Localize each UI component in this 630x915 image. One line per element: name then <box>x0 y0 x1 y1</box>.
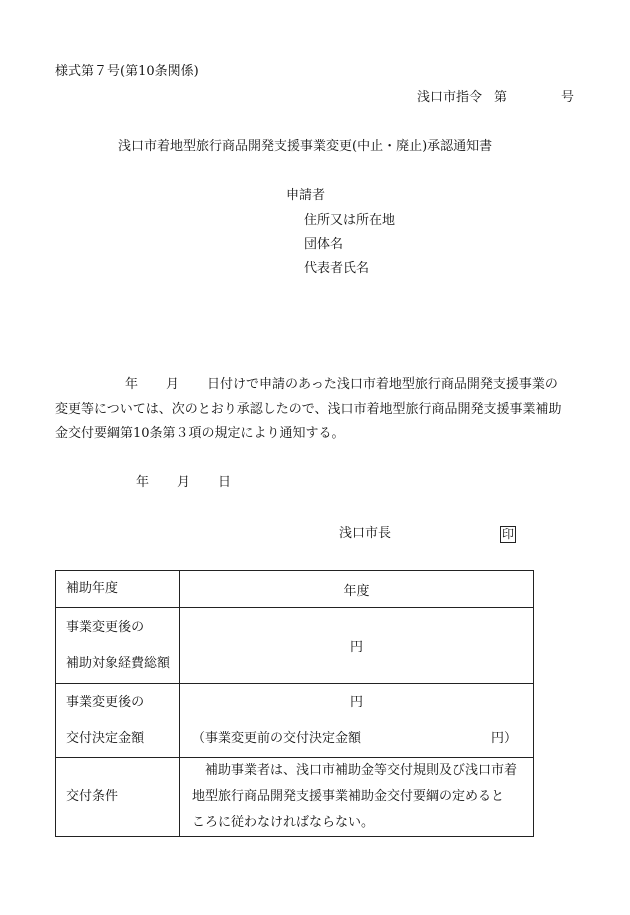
grant-conditions-label <box>56 758 180 837</box>
seal-mark: 印 <box>501 527 514 541</box>
grant-conditions-text <box>180 758 534 837</box>
approval-table <box>55 570 534 837</box>
total-cost-label <box>56 608 180 684</box>
applicant-rep-label: 代表者氏名 <box>304 261 370 276</box>
document-title: 浅口市着地型旅行商品開発支援事業変更(中止・廃止)承認通知書 <box>118 139 493 154</box>
fiscal-year-value: 年度 <box>180 571 534 608</box>
total-cost-label-line2: 補助対象経費総額 <box>66 655 171 671</box>
table-row <box>56 758 534 837</box>
directive-go: 号 <box>561 90 575 105</box>
applicant-org-label: 団体名 <box>304 237 344 252</box>
body-line-2: 変更等については、次のとおり承認したので、浅口市着地型旅行商品開発支援事業補助 <box>55 402 562 417</box>
directive-number <box>417 90 574 106</box>
notice-date-day: 日 <box>218 475 232 490</box>
form-number: 様式第７号(第10条関係) <box>55 64 199 79</box>
signatory-title: 浅口市長 <box>339 526 392 541</box>
condition-line: 補助事業者は、浅口市補助金等交付規則及び浅口市着 <box>205 763 518 778</box>
previous-grant-amount: （事業変更前の交付決定金額 円） <box>192 730 517 746</box>
directive-dai: 第 <box>494 90 508 105</box>
body-line-3: 金交付要綱第10条第３項の規定により通知する。 <box>55 426 345 441</box>
grant-amount-label-line2: 交付決定金額 <box>66 730 145 746</box>
table-row <box>56 608 534 684</box>
grant-amount-value <box>180 684 534 758</box>
body-line-1: 日付けで申請のあった浅口市着地型旅行商品開発支援事業の <box>207 377 558 392</box>
grant-amount-label <box>56 684 180 758</box>
applicant-heading: 申請者 <box>286 188 326 203</box>
notice-date-year: 年 <box>136 475 150 490</box>
grant-amount-label-line1: 事業変更後の <box>66 694 145 710</box>
total-cost-value: 円 <box>180 608 534 684</box>
applicant-address-label: 住所又は所在地 <box>304 213 396 228</box>
table-row <box>56 684 534 758</box>
fiscal-year-label-text: 補助年度 <box>66 581 119 596</box>
notice-date-month: 月 <box>177 475 191 490</box>
directive-prefix: 浅口市指令 <box>417 90 483 105</box>
total-cost-label-line1: 事業変更後の <box>66 619 145 635</box>
body-date-year: 年 <box>125 377 139 392</box>
condition-line: ころに従わなければならない。 <box>192 815 375 830</box>
condition-line: 地型旅行商品開発支援事業補助金交付要綱の定めると <box>192 789 505 804</box>
grant-conditions-label-text: 交付条件 <box>66 789 119 804</box>
body-date-month: 月 <box>166 377 180 392</box>
grant-amount-yen: 円 <box>349 694 363 710</box>
table-row <box>56 571 534 608</box>
fiscal-year-label <box>56 571 180 608</box>
